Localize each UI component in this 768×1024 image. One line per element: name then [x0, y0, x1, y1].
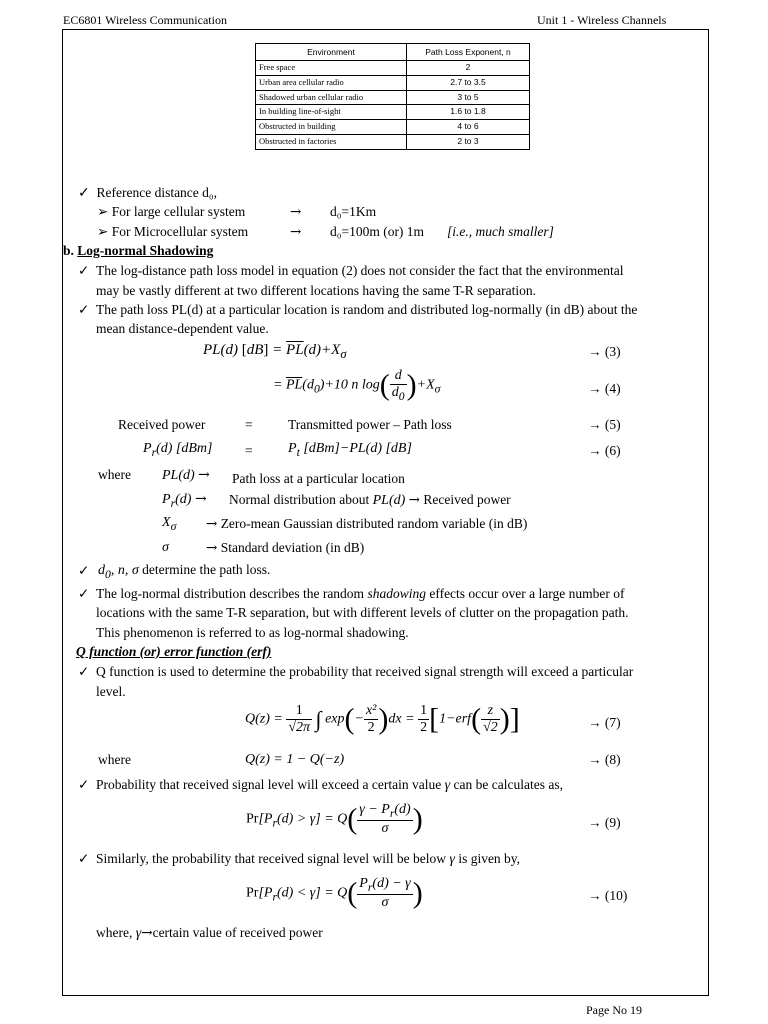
- header-right: Unit 1 - Wireless Channels: [537, 13, 667, 27]
- text-span: The log-normal distribution describes the random: [96, 586, 368, 601]
- symbol-pl: PL(d) →: [162, 467, 210, 483]
- symbol-gamma: γ: [449, 852, 455, 867]
- table-header-row: [256, 44, 530, 61]
- where-xs-text: Zero-mean Gaussian distributed random variable (in dB): [220, 516, 528, 531]
- equation-7: Q(z) = $\frac{1}{√2\pi}$ ∫ exp(− $\frac{\text{x²}}{2}$ )dx = $\frac{1}{2}$ [1−erf( $\frac{z}{√2}$ )]: [245, 702, 520, 736]
- table-cell: Obstructed in building: [256, 120, 407, 135]
- section-title: Log-normal Shadowing: [77, 243, 214, 258]
- paragraph-line: may be vastly different at two different locations having the same T-R separation.: [96, 283, 537, 298]
- symbol-gamma: γ: [135, 926, 142, 941]
- text-span: Similarly, the probability that received signal level will be below: [96, 851, 447, 866]
- reference-distance-item: [78, 185, 217, 202]
- header-left: EC6801 Wireless Communication: [63, 13, 227, 27]
- section-heading: [63, 243, 213, 259]
- check-icon: ✓: [78, 186, 90, 201]
- table-cell: Shadowed urban cellular radio: [256, 90, 407, 105]
- table-cell: 3 to 5: [407, 90, 530, 105]
- equation-10: $Pr[P_r(d) < \gamma] = Q$( $\frac{P_r(d) - \gamma}{\sigma}$ ): [246, 876, 423, 910]
- final-line: [96, 925, 323, 942]
- table-row: [256, 61, 530, 76]
- table-cell: 2 to 3: [407, 134, 530, 149]
- micro-cell-note: [i.e., much smaller]: [447, 224, 554, 239]
- section-prefix: b.: [63, 243, 78, 258]
- text-span: can be calculates as,: [453, 777, 563, 792]
- table-row: [256, 75, 530, 90]
- where-pr-text-a: Normal distribution about: [229, 492, 370, 507]
- page-number: Page No 19: [586, 1003, 642, 1017]
- check-icon: ✓: [78, 302, 90, 317]
- check-icon: ✓: [78, 586, 90, 601]
- large-cell-label: For large cellular system: [111, 204, 246, 219]
- table-row: [256, 134, 530, 149]
- table-header-environment: Environment: [256, 44, 407, 61]
- equation-8: Q(z) = 1 − Q(−z): [245, 752, 345, 767]
- symbol-x-sigma: $X_\sigma$: [162, 515, 177, 533]
- equation-9: $Pr[P_r(d) > \gamma] = Q$( $\frac{\gamma - P_r(d)}{\sigma}$ ): [246, 802, 423, 836]
- received-power-label: Received power: [118, 417, 206, 432]
- paragraph-line: Q function is used to determine the probability that received signal strength will exceed a particular: [96, 664, 634, 679]
- micro-cell-arrow: →: [290, 224, 302, 240]
- text-span: is given by,: [458, 851, 521, 866]
- table-cell: Urban area cellular radio: [256, 75, 407, 90]
- where-sigma-text: Standard deviation (in dB): [220, 540, 365, 555]
- received-rhs: Transmitted power – Path loss: [288, 417, 452, 432]
- symbols-d0-n-sigma: $d_0$, n, σ: [98, 563, 139, 581]
- equation-6-equals: =: [245, 443, 253, 458]
- text-span: Probability that received signal level will exceed a certain value: [96, 777, 442, 792]
- arrow-icon: →: [206, 516, 218, 532]
- equation-number: → (9): [588, 815, 621, 830]
- equation-number: → (5): [588, 417, 621, 432]
- paragraph-line: [96, 586, 625, 602]
- symbol-pl-inline: PL(d): [372, 493, 406, 508]
- where-label: where: [98, 467, 131, 482]
- table-cell: In building line-of-sight: [256, 105, 407, 120]
- where-sigma-desc: [206, 540, 364, 556]
- check-icon: ✓: [78, 263, 90, 278]
- equation-6-rhs: $P_t$ [dBm]−PL(d) [dB]: [288, 441, 412, 459]
- equation-number: → (10): [588, 888, 628, 903]
- arrow-icon: →: [141, 925, 153, 941]
- path-loss-table: [255, 43, 530, 150]
- table-cell: 1.6 to 1.8: [407, 105, 530, 120]
- text-span: certain value of received power: [152, 925, 323, 940]
- check-icon: ✓: [78, 851, 90, 866]
- symbol-sigma: σ: [162, 540, 169, 555]
- table-row: [256, 90, 530, 105]
- received-equals: =: [245, 417, 253, 432]
- text-span: where,: [96, 925, 133, 940]
- text-span-italic: shadowing: [367, 586, 426, 601]
- where-xs-desc: [206, 516, 527, 532]
- symbol-pr: $P_r(d)$ →: [162, 491, 207, 510]
- symbol-gamma: γ: [444, 778, 451, 793]
- check-icon: ✓: [78, 777, 90, 792]
- equation-number: → (8): [588, 752, 621, 767]
- micro-cell-item: [97, 224, 248, 240]
- large-cell-arrow: →: [290, 204, 302, 220]
- paragraph-line: level.: [96, 684, 126, 699]
- paragraph-line: [96, 777, 563, 794]
- table-row: [256, 105, 530, 120]
- paragraph-line: The log-distance path loss model in equation (2) does not consider the fact that the environmental: [96, 263, 624, 278]
- paragraph-line: locations with the same T-R separation, but with different levels of clutter on the propagation path.: [96, 605, 629, 620]
- equation-6-lhs: $P_r(d)$ [dBm]: [143, 441, 213, 459]
- arrowhead-bullet-icon: ➢: [97, 224, 109, 239]
- equation-number: → (4): [588, 381, 621, 396]
- paragraph-line: mean distance-dependent value.: [96, 321, 269, 336]
- micro-cell-label: For Microcellular system: [111, 224, 249, 239]
- table-cell: Free space: [256, 61, 407, 76]
- equation-number: → (3): [588, 344, 621, 359]
- large-cell-value: d₀=1Km: [330, 204, 377, 219]
- table-header-exponent: Path Loss Exponent, n: [407, 44, 530, 61]
- reference-distance-text: Reference distance d₀,: [96, 185, 218, 200]
- where-pl-desc: Path loss at a particular location: [232, 471, 405, 486]
- equation-3: PL(d) $[dB] = \overline{PL}(d)+X_\sigma$: [203, 342, 347, 361]
- determine-line: [98, 562, 270, 581]
- arrow-icon: →: [408, 492, 420, 508]
- large-cell-item: [97, 204, 245, 220]
- check-icon: ✓: [78, 563, 90, 578]
- where-pr-desc: [229, 492, 511, 509]
- table-cell: 2.7 to 3.5: [407, 75, 530, 90]
- table-row: [256, 120, 530, 135]
- table-cell: Obstructed in factories: [256, 134, 407, 149]
- q-where-label: where: [98, 752, 131, 767]
- arrow-icon: →: [206, 540, 218, 556]
- where-pr-text-b: Received power: [423, 492, 511, 507]
- micro-cell-value: d₀=100m (or) 1m: [330, 224, 425, 239]
- paragraph-line: [96, 851, 520, 868]
- table-cell: 4 to 6: [407, 120, 530, 135]
- text-span: effects occur over a large number of: [425, 586, 625, 601]
- equation-number: → (7): [588, 715, 621, 730]
- table-cell: 2: [407, 61, 530, 76]
- equation-4: = $\overline{PL}(d_0)+10$ n log( $\frac{d}{d_0}$ )$+X_\sigma$: [273, 368, 441, 403]
- determine-text: determine the path loss.: [142, 562, 271, 577]
- paragraph-line: The path loss PL(d) at a particular location is random and distributed log-normally (in dB) about the: [96, 302, 638, 317]
- equation-number: → (6): [588, 443, 621, 458]
- paragraph-line: This phenomenon is referred to as log-normal shadowing.: [96, 625, 409, 640]
- check-icon: ✓: [78, 664, 90, 679]
- arrowhead-bullet-icon: ➢: [97, 204, 109, 219]
- q-function-heading: Q function (or) error function (erf): [76, 644, 272, 659]
